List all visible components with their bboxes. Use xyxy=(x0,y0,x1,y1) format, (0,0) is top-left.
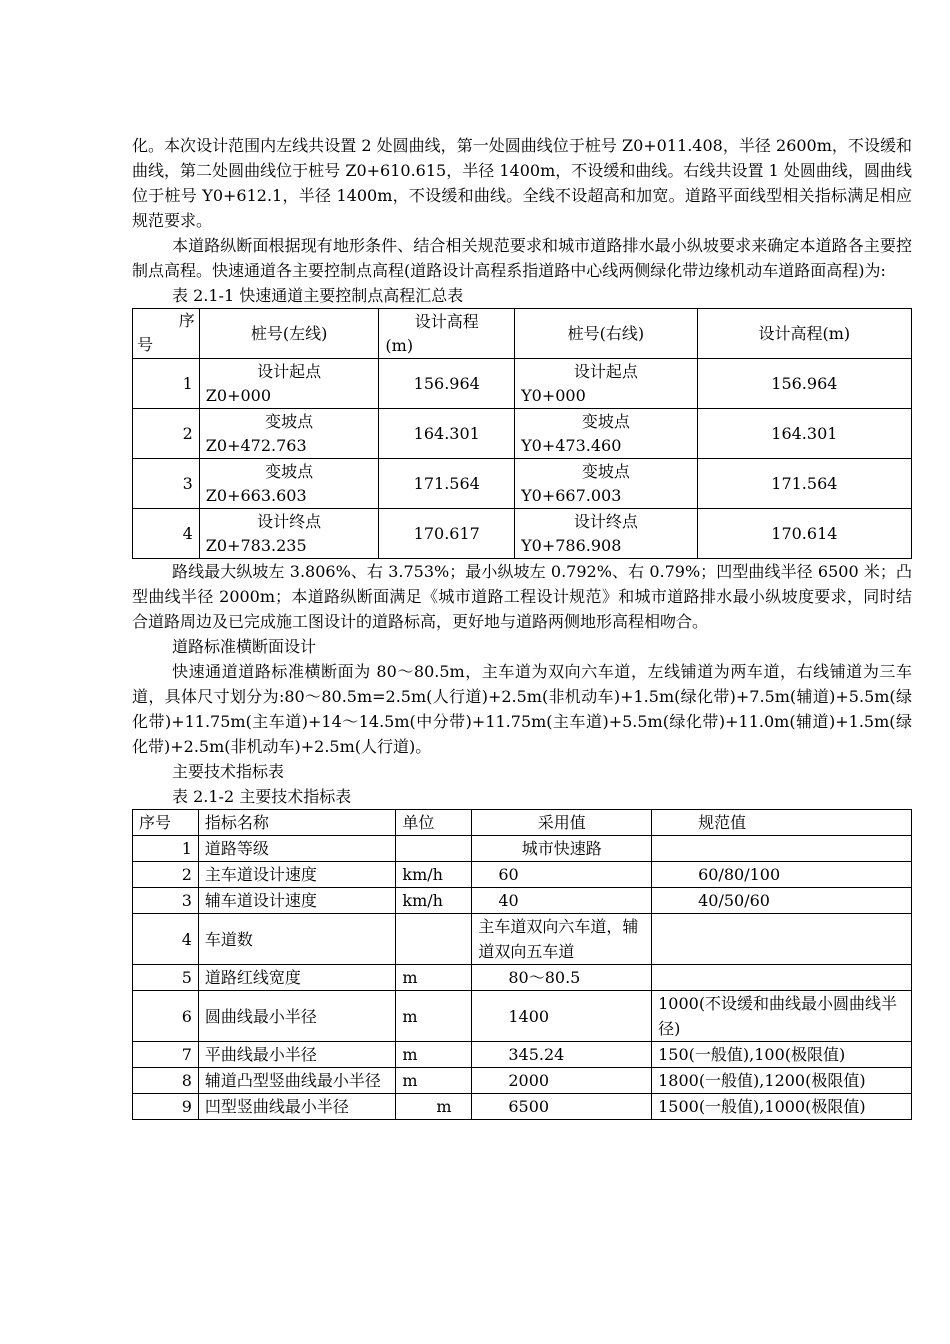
paragraph-cross-section: 快速通道道路标准横断面为 80～80.5m，主车道为双向六车道，左线铺道为两车道，右线铺道为三车道，具体尺寸划分为:80～80.5m=2.5m(人行道)+2.5m(非机动车)+1.5m(绿化带)+7.5m(辅道)+5.5m(绿化带)+11.75m(主车道)+14～14.5m(中分带)+11.75m(主车道)+5.5m(绿化带)+11.0m(辅道)+1.5m(绿化带)+2.5m(非机动车)+2.5m(人行道)。 xyxy=(132,662,912,756)
header-value: 采用值 xyxy=(472,810,652,836)
tech-indicator-table xyxy=(132,809,912,1120)
table-row: 9 凹型竖曲线最小半径 m 6500 1500(一般值),1000(极限值) xyxy=(133,1094,912,1120)
heading-tech-indicators: 主要技术指标表 xyxy=(172,762,285,781)
table-header-row xyxy=(133,810,912,836)
heading-cross-section: 道路标准横断面设计 xyxy=(172,637,317,656)
table-row: 1 设计起点 Z0+000 156.964 设计起点 Y0+000 156.964 xyxy=(133,359,912,409)
header-seq: 序号 xyxy=(133,810,199,836)
header-left-elevation: 设计高程 (m) xyxy=(379,309,515,359)
table-row: 6 圆曲线最小半径 m 1400 1000(不设缓和曲线最小圆曲线半径) xyxy=(133,991,912,1042)
header-spec: 规范值 xyxy=(652,810,912,836)
table-row: 2 变坡点 Z0+472.763 164.301 变坡点 Y0+473.460 164.301 xyxy=(133,409,912,459)
elevation-control-table xyxy=(132,308,912,559)
table2-caption: 表 2.1-2 主要技术指标表 xyxy=(172,787,352,806)
table-row: 1 道路等级 城市快速路 xyxy=(133,836,912,862)
header-unit: 单位 xyxy=(396,810,472,836)
document-body xyxy=(132,133,912,1120)
table-row: 4 设计终点 Z0+783.235 170.617 设计终点 Y0+786.908 170.614 xyxy=(133,509,912,559)
header-left-station: 桩号(左线) xyxy=(199,309,379,359)
table-row: 4 车道数 主车道双向六车道，辅道双向五车道 xyxy=(133,914,912,965)
header-name: 指标名称 xyxy=(198,810,396,836)
paragraph-plane-curves: 化。本次设计范围内左线共设置 2 处圆曲线，第一处圆曲线位于桩号 Z0+011.408，半径 2600m，不设缓和曲线，第二处圆曲线位于桩号 Z0+610.615，半径 1400m，不设缓和曲线。右线共设置 1 处圆曲线，圆曲线位于桩号 Y0+612.1，半径 1400m，不设缓和曲线。全线不设超高和加宽。道路平面线型相关指标满足相应规范要求。 xyxy=(132,136,912,230)
paragraph-profile-intro: 本道路纵断面根据现有地形条件、结合相关规范要求和城市道路排水最小纵坡要求来确定本道路各主要控制点高程。快速通道各主要控制点高程(道路设计高程系指道路中心线两侧绿化带边缘机动车道路面高程)为: xyxy=(132,236,912,280)
table-row: 3 变坡点 Z0+663.603 171.564 变坡点 Y0+667.003 171.564 xyxy=(133,459,912,509)
header-seq: 序 号 xyxy=(133,309,200,359)
table-header-row xyxy=(133,309,912,359)
table-row: 3 辅车道设计速度 km/h 40 40/50/60 xyxy=(133,888,912,914)
header-right-elevation: 设计高程(m) xyxy=(697,309,911,359)
table-row: 5 道路红线宽度 m 80～80.5 xyxy=(133,965,912,991)
table-row: 2 主车道设计速度 km/h 60 60/80/100 xyxy=(133,862,912,888)
table-row: 7 平曲线最小半径 m 345.24 150(一般值),100(极限值) xyxy=(133,1042,912,1068)
table-row: 8 辅道凸型竖曲线最小半径 m 2000 1800(一般值),1200(极限值) xyxy=(133,1068,912,1094)
table1-caption: 表 2.1-1 快速通道主要控制点高程汇总表 xyxy=(172,286,464,305)
paragraph-grade-summary: 路线最大纵坡左 3.806%、右 3.753%；最小纵坡左 0.792%、右 0.79%；凹型曲线半径 6500 米；凸型曲线半径 2000m；本道路纵断面满足《城市道路工程设计规范》和城市道路排水最小纵坡度要求，同时结合道路周边及已完成施工图设计的道路标高，更好地与道路两侧地形高程相吻合。 xyxy=(132,562,912,631)
header-right-station: 桩号(右线) xyxy=(515,309,698,359)
